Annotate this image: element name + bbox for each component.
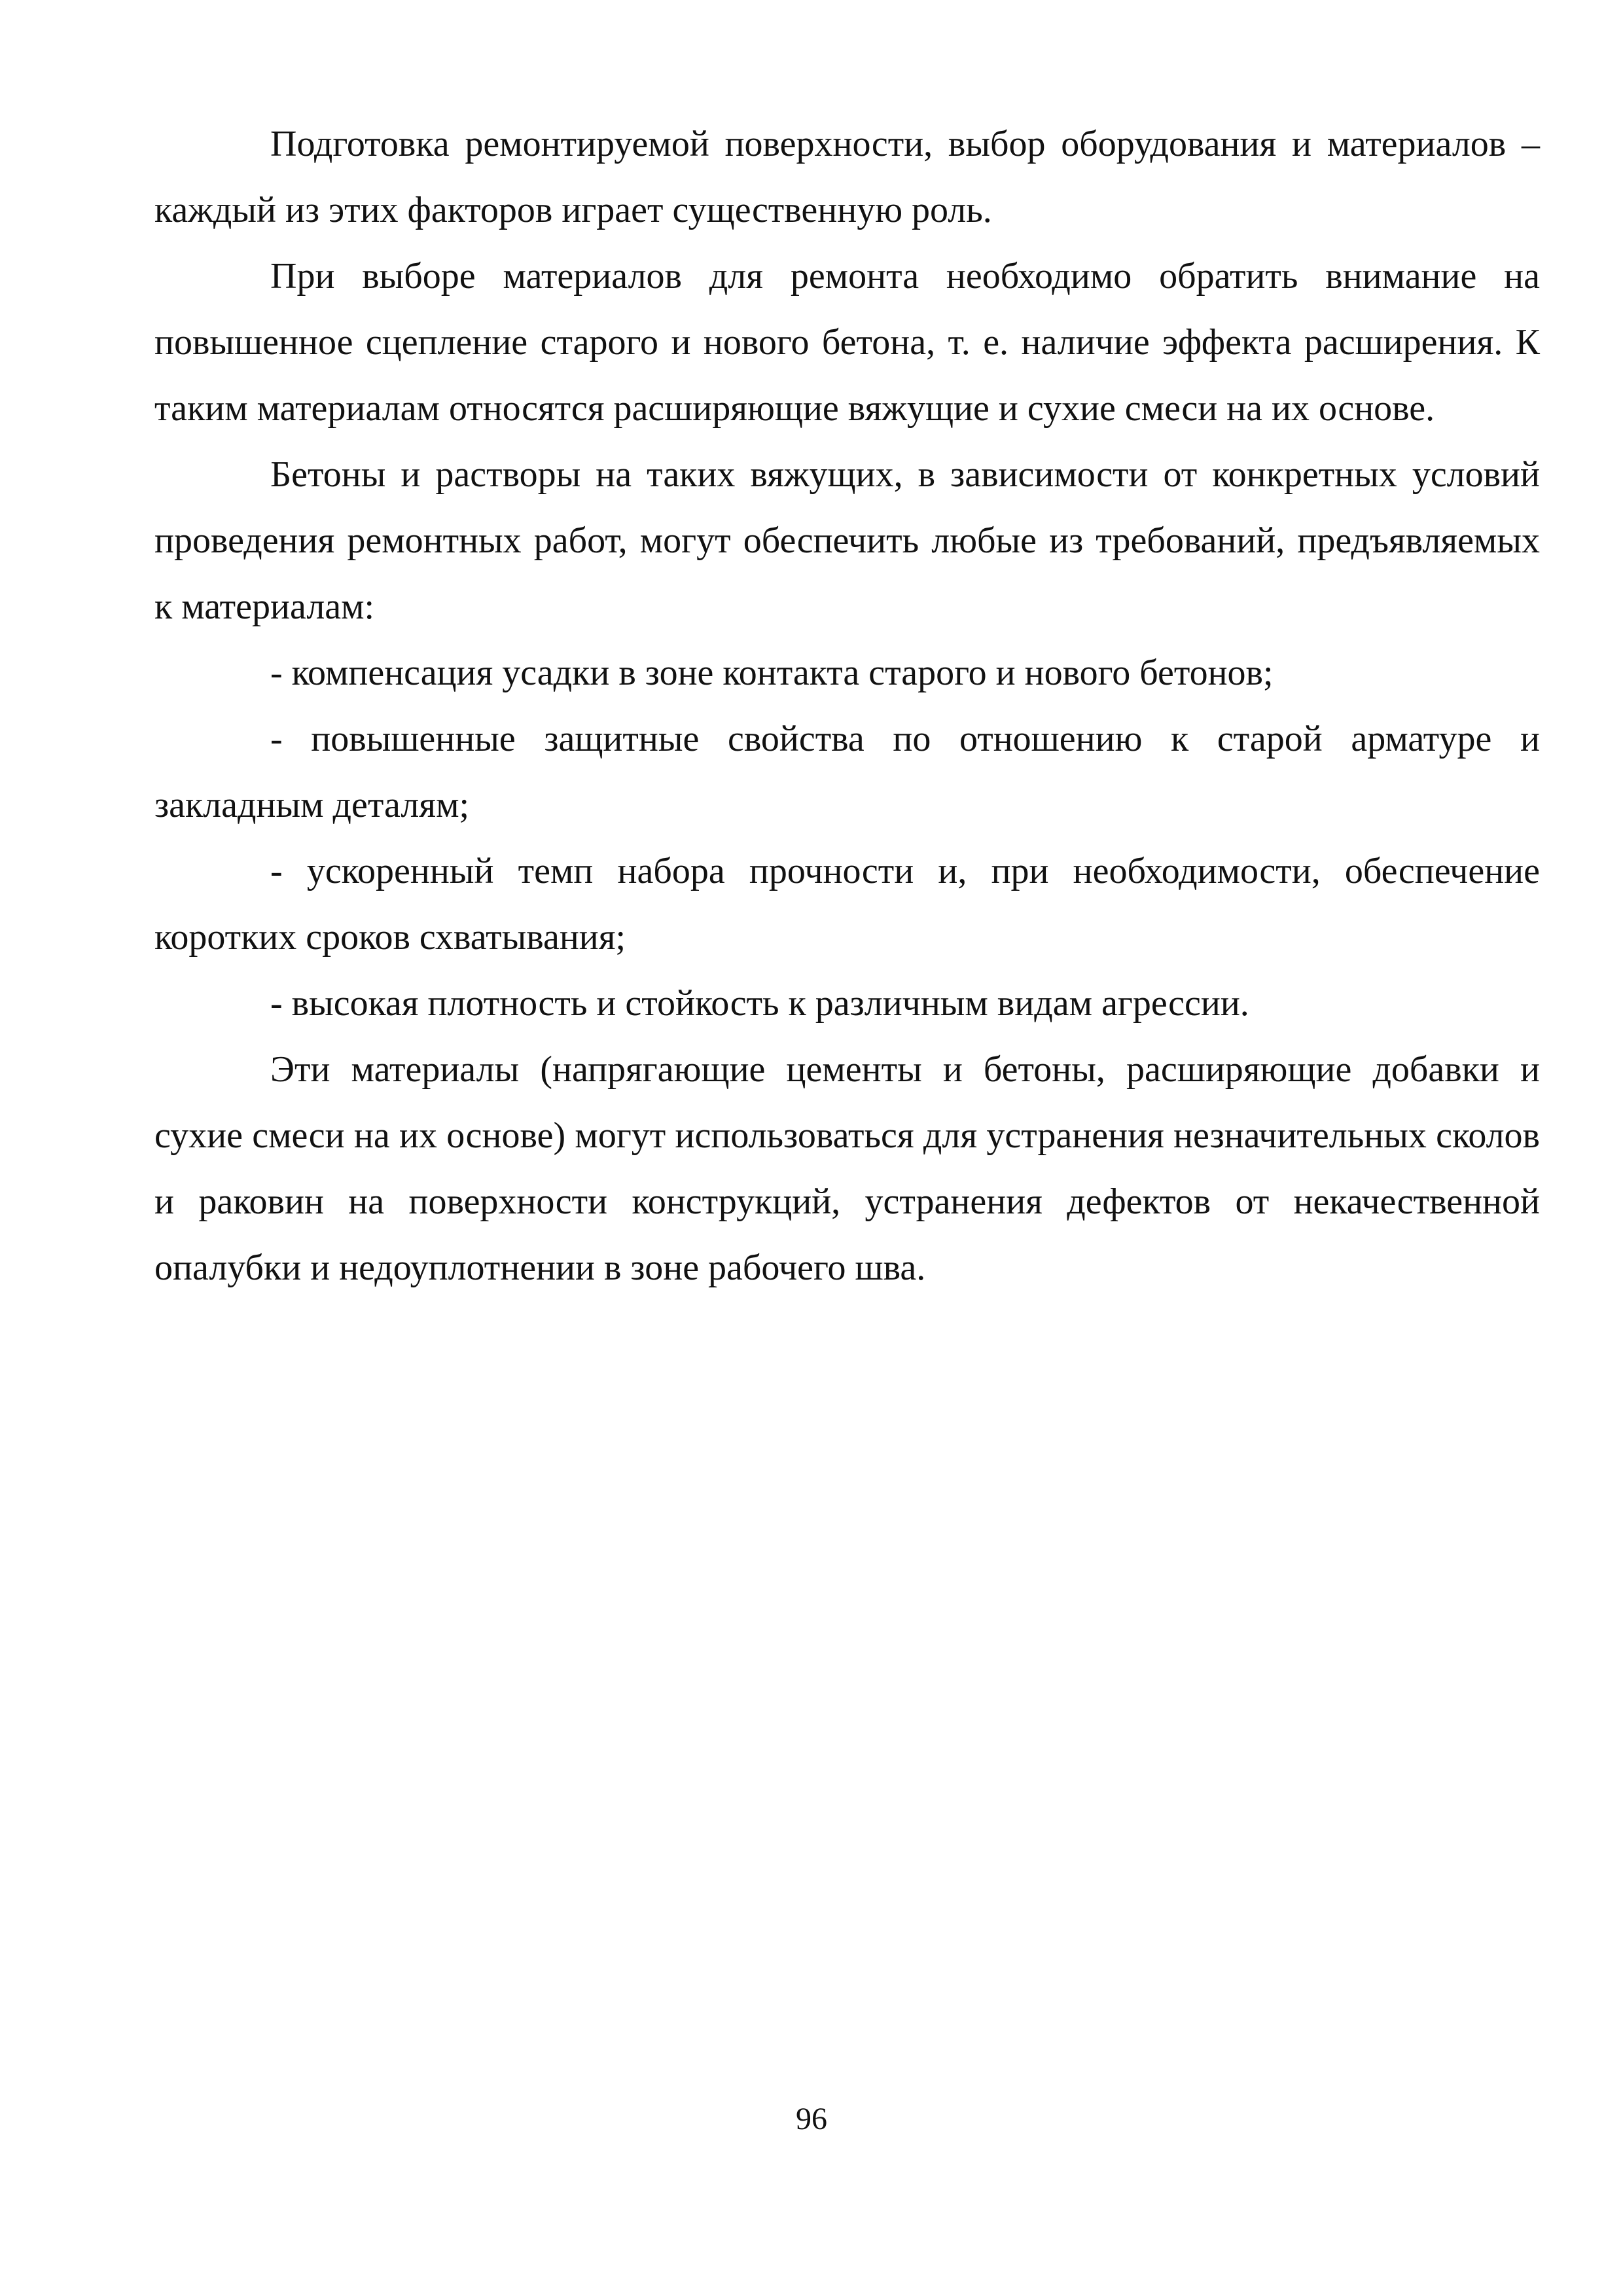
list-item-density-resistance: - высокая плотность и стойкость к различным видам агрессии. [270,983,1249,1024]
paragraph-material-uses: Эти материалы (напрягающие цементы и бетоны, расширяющие добавки и сухие смеси на их основе) могут использоваться для устранения незначительных сколов и раковин на поверхности конструкций, устранения дефектов от некачественной опалубки и недоуплотнении в зоне рабочего шва. [154,1049,1540,1288]
paragraph-requirements-intro: Бетоны и растворы на таких вяжущих, в зависимости от конкретных условий проведения ремонтных работ, могут обеспечить любые из требований, предъявляемых к материалам: [154,454,1540,627]
paragraph-surface-preparation: Подготовка ремонтируемой поверхности, выбор оборудования и материалов – каждый из этих факторов играет существенную роль. [154,124,1540,230]
body-text [154,111,1540,1301]
page-number: 96 [796,2102,827,2136]
list-item-protective-properties: - повышенные защитные свойства по отношению к старой арматуре и закладным деталям; [154,719,1540,825]
list-item-shrinkage-compensation: - компенсация усадки в зоне контакта старого и нового бетонов; [270,653,1274,693]
paragraph-material-selection: При выборе материалов для ремонта необходимо обратить внимание на повышенное сцепление старого и нового бетона, т. е. наличие эффекта расширения. К таким материалам относятся расширяющие вяжущие и сухие смеси на их основе. [154,256,1540,429]
list-item-strength-gain: - ускоренный темп набора прочности и, при необходимости, обеспечение коротких сроков схватывания; [154,851,1540,958]
